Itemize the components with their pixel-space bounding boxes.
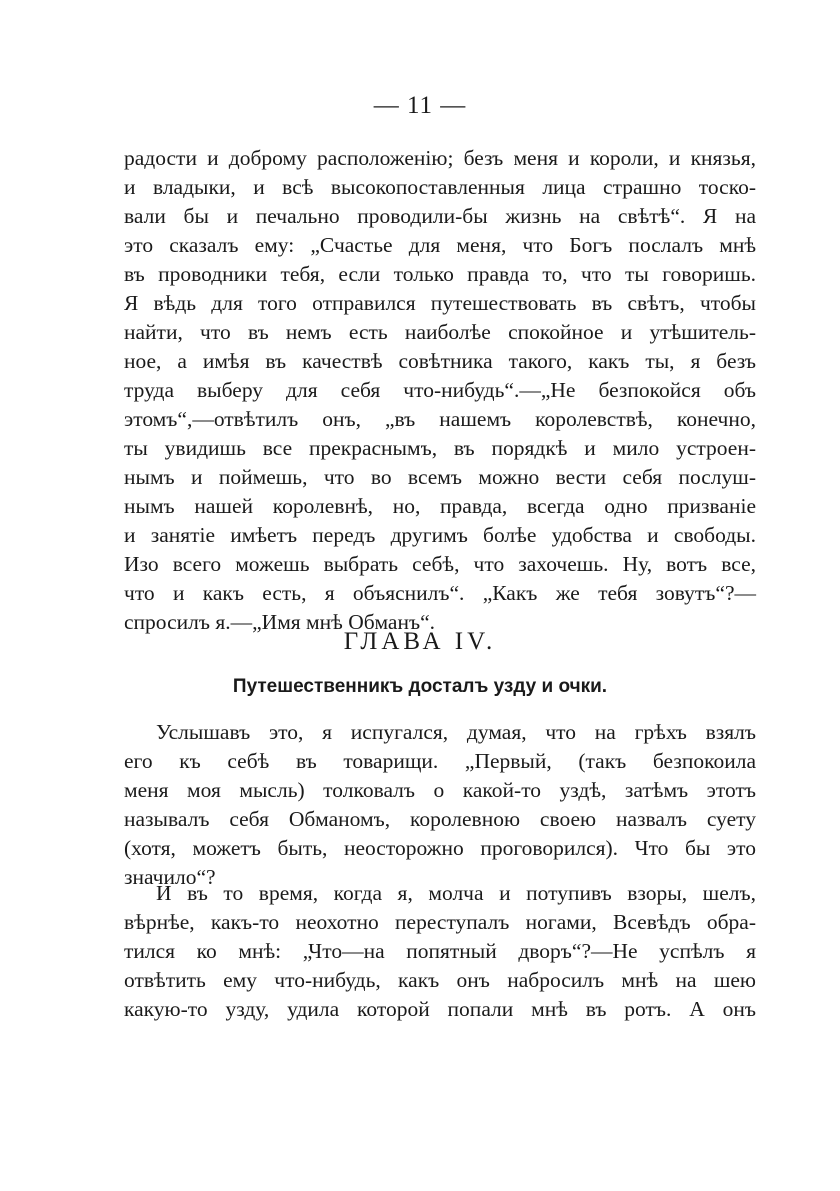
text-line: (хотя, можетъ быть, неосторожно проговорился). Что бы это [124, 836, 756, 860]
text-line: радости и доброму расположенію; безъ меня и короли, и князья, [124, 146, 756, 170]
text-line: въ проводники тебя, если только правда то, что ты говоришь. [124, 262, 756, 286]
text-line: это сказалъ ему: „Счастье для меня, что Богъ послалъ мнѣ [124, 233, 756, 257]
paragraph-2 [124, 718, 756, 892]
text-line: что и какъ есть, я объяснилъ“. „Какъ же тебя зовутъ“?— [124, 581, 756, 605]
paragraph-3 [124, 879, 756, 1024]
text-line: Изо всего можешь выбрать себѣ, что захочешь. Ну, вотъ все, [124, 552, 756, 576]
text-line: Услышавъ это, я испугался, думая, что на грѣхъ взялъ [156, 720, 756, 744]
text-line: вали бы и печально проводили-бы жизнь на свѣтѣ“. Я на [124, 204, 756, 228]
text-line: какую-то узду, удила которой попали мнѣ въ ротъ. А онъ [124, 997, 756, 1021]
text-line: ты увидишь все прекраснымъ, въ порядкѣ и мило устроен- [124, 436, 756, 460]
chapter-title: ГЛАВА IV. [343, 628, 497, 655]
text-line: и владыки, и всѣ высокопоставленныя лица страшно тоско- [124, 175, 756, 199]
text-line: называлъ себя Обманомъ, королевною своею назвалъ суету [124, 807, 756, 831]
text-line: найти, что въ немъ есть наиболѣе спокойное и утѣшитель- [124, 320, 756, 344]
chapter-subtitle: Путешественникъ досталъ узду и очки. [232, 676, 608, 697]
text-line: его къ себѣ въ товарищи. „Первый, (такъ безпокоила [124, 749, 756, 773]
text-line: вѣрнѣе, какъ-то неохотно переступалъ ногами, Всевѣдъ обра- [124, 910, 756, 934]
text-line: ное, а имѣя въ качествѣ совѣтника такого, какъ ты, я безъ [124, 349, 756, 373]
text-line: труда выберу для себя что-нибудь“.—„Не безпокойся объ [124, 378, 756, 402]
text-line: И въ то время, когда я, молча и потупивъ взоры, шелъ, [156, 881, 756, 905]
text-line: этомъ“,—отвѣтилъ онъ, „въ нашемъ королевствѣ, конечно, [124, 407, 756, 431]
text-line: Я вѣдь для того отправился путешествовать въ свѣтъ, чтобы [124, 291, 756, 315]
text-line: нымъ и поймешь, что во всемъ можно вести себя послуш- [124, 465, 756, 489]
page-number: — 11 — [373, 92, 467, 119]
text-line: значило“? [124, 865, 216, 889]
paragraph-1 [124, 144, 756, 637]
text-line: спросилъ я.—„Имя мнѣ Обманъ“. [124, 610, 436, 634]
text-line: отвѣтить ему что-нибудь, какъ онъ набросилъ мнѣ на шею [124, 968, 756, 992]
text-line: меня моя мысль) толковалъ о какой-то уздѣ, затѣмъ этотъ [124, 778, 756, 802]
text-line: и занятіе имѣетъ передъ другимъ болѣе удобства и свободы. [124, 523, 756, 547]
text-line: нымъ нашей королевнѣ, но, правда, всегда одно призваніе [124, 494, 756, 518]
text-line: тился ко мнѣ: „Что—на попятный дворъ“?—Не успѣлъ я [124, 939, 756, 963]
